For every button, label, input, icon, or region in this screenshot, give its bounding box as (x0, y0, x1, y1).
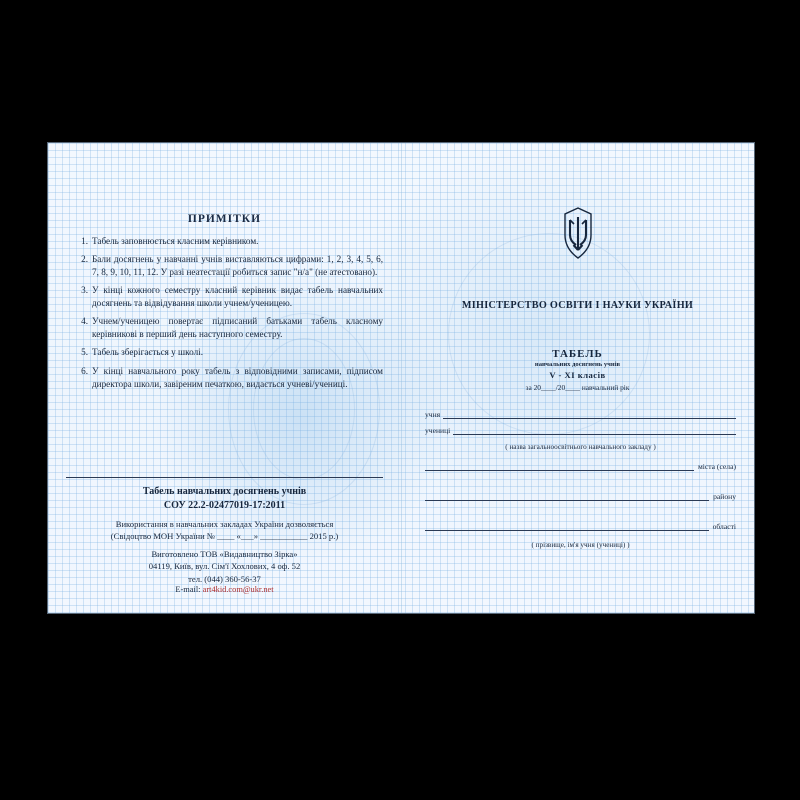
list-item: У кінці навчального року табель з відповідними записами, підписом директора школи, завіреним печаткою, видається учневі/учениці. (92, 365, 383, 389)
document-sheet (48, 143, 754, 613)
list-item: Табель зберігається у школі. (92, 347, 204, 358)
notes-title: ПРИМІТКИ (187, 213, 262, 225)
field-row-pupil-female[interactable] (425, 425, 736, 435)
right-page (401, 143, 754, 613)
imprint-line-7: тел. (044) 360-56-37 (188, 573, 261, 584)
field-label-district: району (713, 492, 736, 502)
list-item: Учнем/ученицею повертає підписаний батьками табель класному керівникові в перший день наступного семестру. (92, 316, 383, 340)
email-link[interactable]: art4kid.com@ukr.net (202, 585, 274, 595)
page-subtitle: навчальних досягнень учнів (534, 361, 621, 368)
caption-school-name: ( назва загальноосвітнього навчального закладу ) (505, 443, 656, 451)
imprint-line-4: (Свідоцтво МОН України № ____ «___» ___________ 2015 р.) (110, 531, 339, 542)
field-row-city[interactable] (425, 461, 736, 471)
field-line-pupil-female[interactable] (453, 425, 736, 435)
field-line-region[interactable] (425, 521, 709, 531)
certificate-title-block (401, 348, 754, 392)
field-row-pupil-male[interactable] (425, 409, 736, 419)
field-row-region[interactable] (425, 521, 736, 531)
imprint-email-line (62, 585, 387, 594)
field-label-pupil-male: учня (425, 410, 441, 420)
field-label-pupil-female: учениці (425, 426, 451, 436)
imprint-block (62, 477, 387, 594)
field-line-district[interactable] (425, 491, 709, 501)
imprint-line-1: Табель навчальних досягнень учнів (142, 486, 307, 497)
field-label-city: міста (села) (697, 462, 736, 472)
list-item: Табель заповнюється класним керівником. (92, 236, 259, 246)
left-page (48, 143, 401, 613)
ministry-heading: МІНІСТЕРСТВО ОСВІТИ І НАУКИ УКРАЇНИ (461, 300, 694, 311)
field-label-region: області (712, 522, 736, 532)
field-row-district[interactable] (425, 491, 736, 501)
imprint-divider (66, 477, 383, 478)
ukraine-trident-emblem-icon (556, 205, 600, 261)
imprint-line-6: 04119, Київ, вул. Сім'ї Хохлових, 4 оф. 52 (148, 561, 301, 572)
field-line-pupil-male[interactable] (443, 409, 736, 419)
grades-range: V - XI класів (549, 370, 606, 380)
caption-pupil-name: ( прізвище, ім'я учня (учениці) ) (531, 541, 630, 549)
field-line-city[interactable] (425, 461, 694, 471)
imprint-line-2: СОУ 22.2-02477019-17:2011 (163, 499, 286, 511)
school-year-line: за 20____/20____ навчальний рік (525, 383, 630, 392)
list-item: У кінці кожного семестру класний керівник видає табель навчальних досягнень та відвідування школи учнем/ученицею. (92, 285, 383, 309)
imprint-line-3: Використання в навчальних закладах України дозволяється (115, 519, 334, 529)
list-item: Бали досягнень у навчанні учнів виставляються цифрами: 1, 2, 3, 4, 5, 6, 7, 8, 9, 10, 11, 12. У разі неатестації робиться запис "н/а" (не атестовано). (92, 254, 383, 278)
notes-list (66, 235, 383, 396)
page-title: ТАБЕЛЬ (552, 348, 603, 360)
imprint-line-5: Виготовлено ТОВ «Видавництво Зірка» (151, 548, 298, 559)
email-label: E-mail: (175, 585, 201, 595)
